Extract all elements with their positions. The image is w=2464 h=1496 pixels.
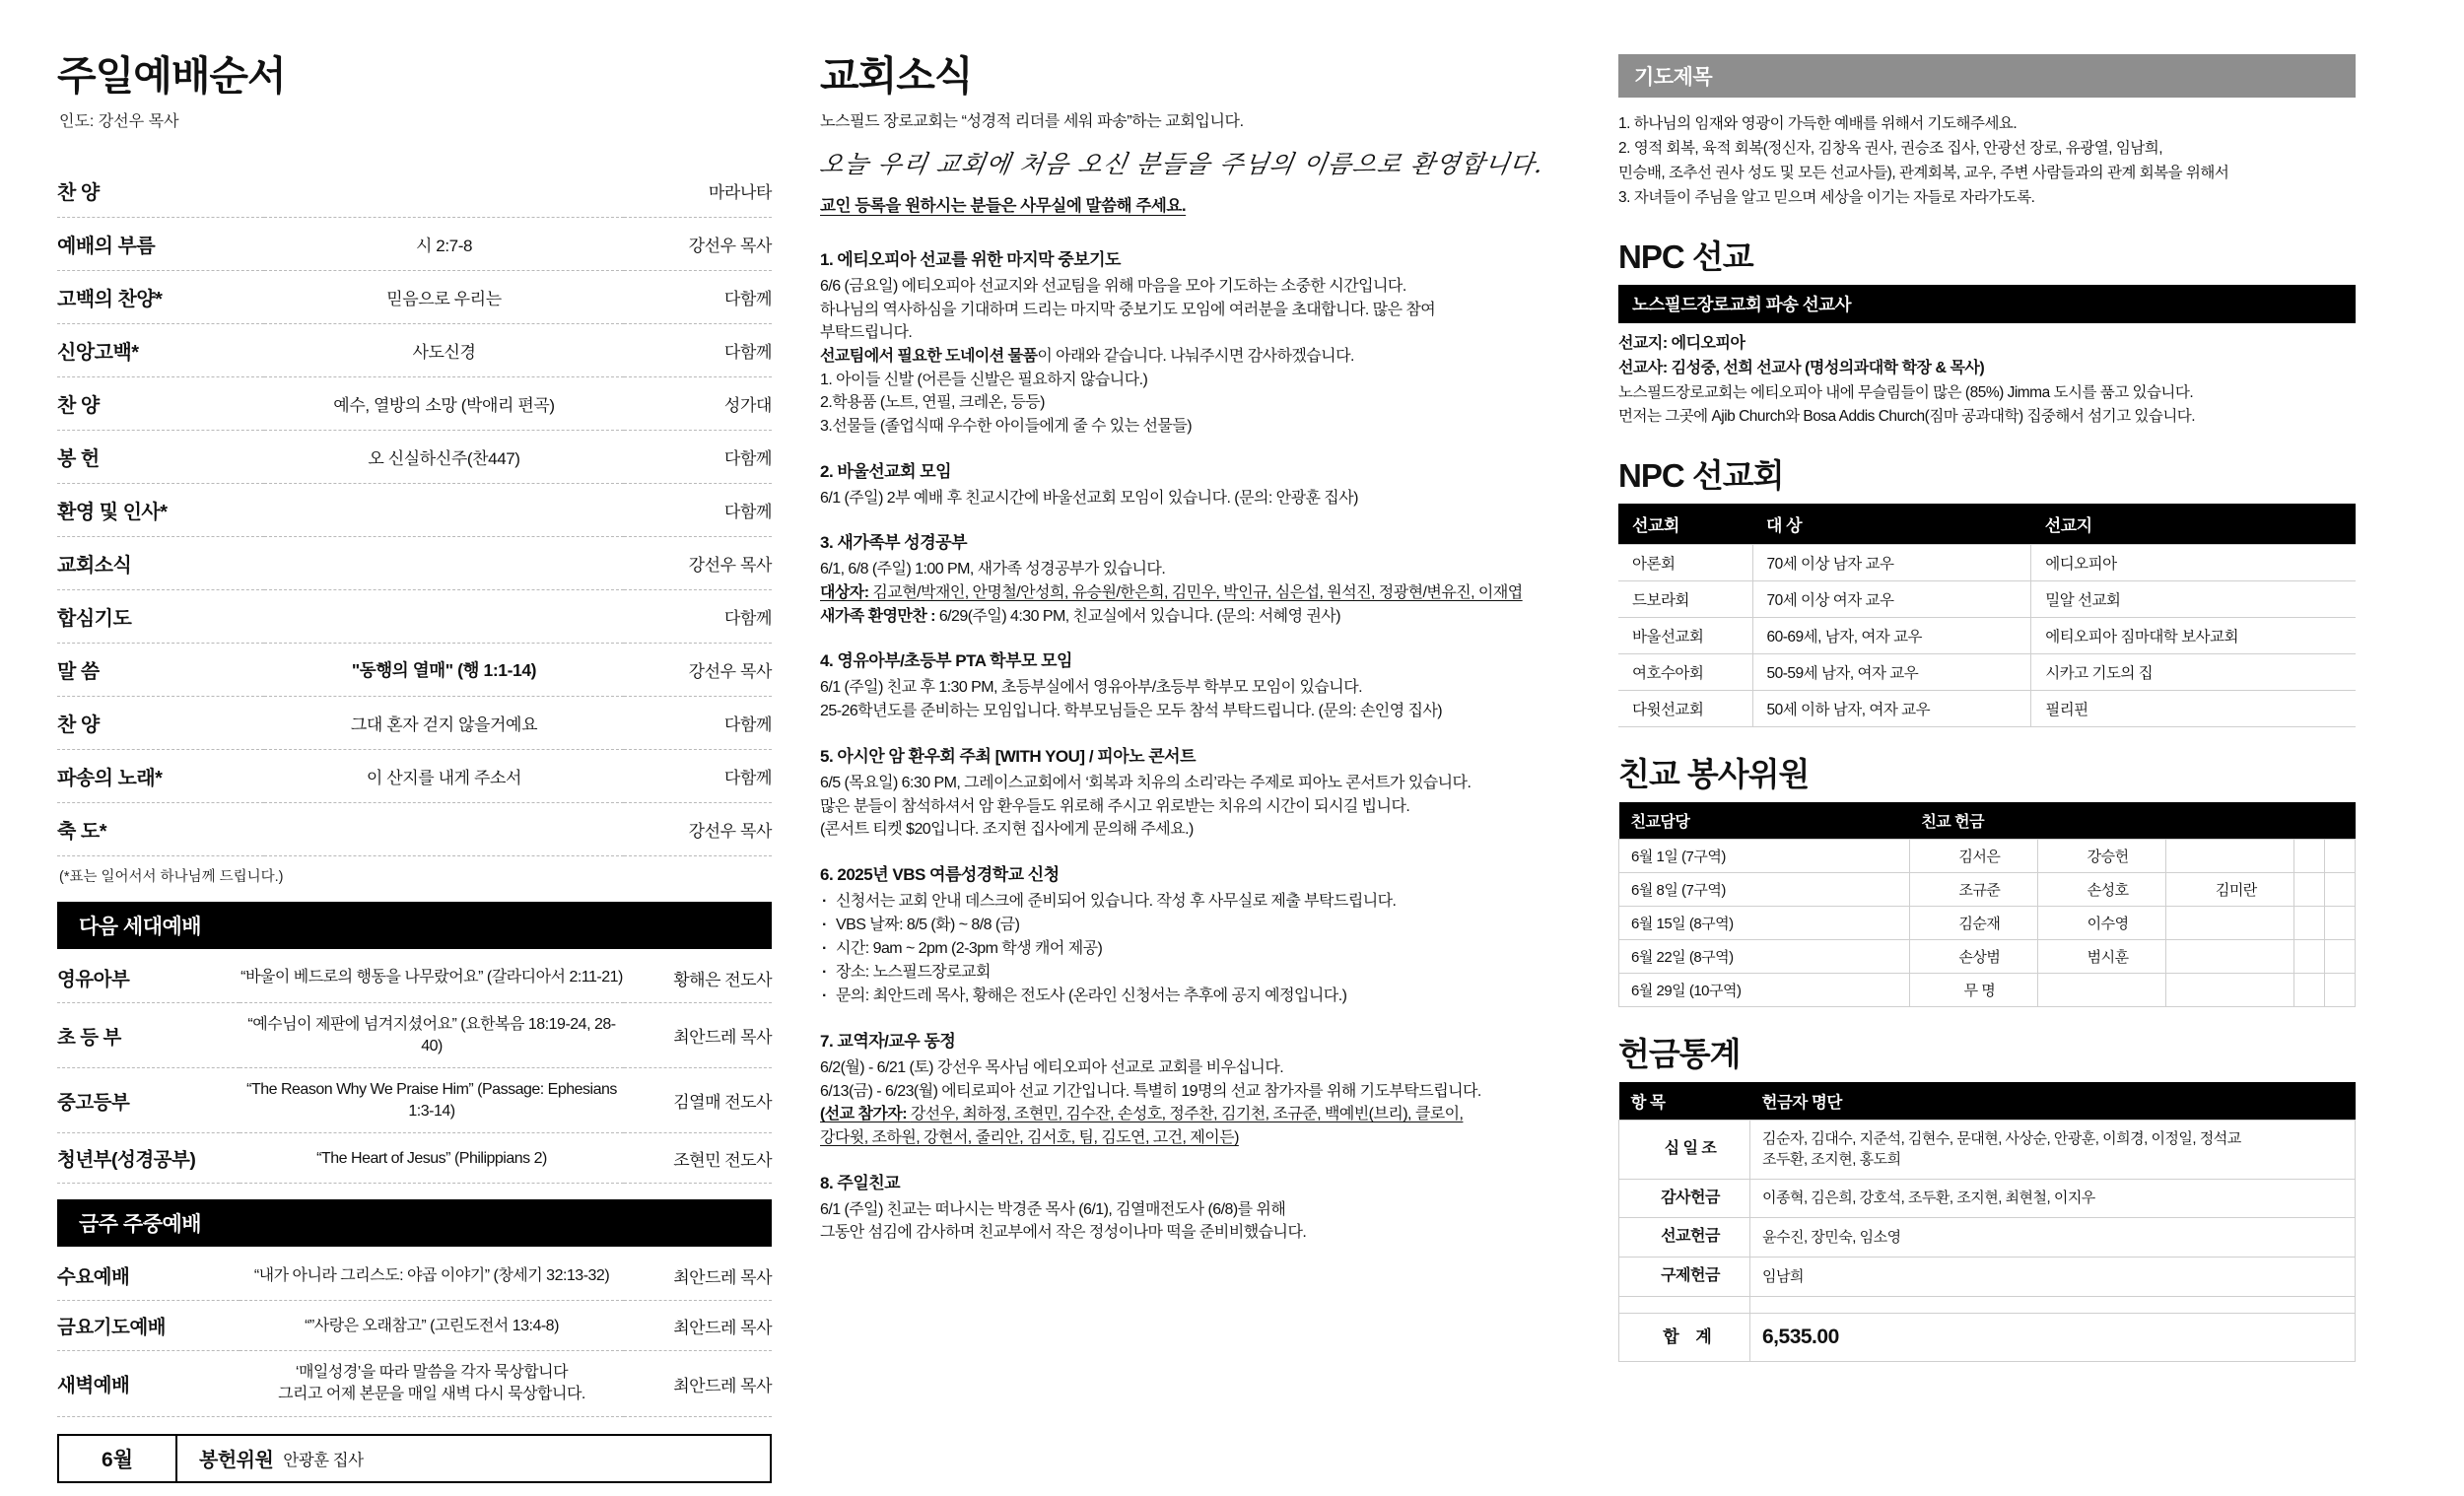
weekday-worship-table	[57, 1251, 772, 1416]
news-item-target: 대상자: 김교현/박재인, 안명철/안성희, 유승원/한은희, 김민우, 박인규, 심은섭, 원석진, 정광현/변유진, 이재엽	[820, 584, 1523, 602]
npc-sent-missionary-bar: 노스필드장로교회 파송 선교사	[1618, 285, 2356, 323]
order-item-detail: 이 산지를 내게 주소서	[366, 769, 522, 788]
news-intro: 노스필드 장로교회는 “성경적 리더를 세워 파송”하는 교회입니다.	[820, 113, 1244, 131]
prayer-topic-line: 3. 자녀들이 주님을 알고 믿으며 세상을 이기는 자들로 자라가도록.	[1618, 189, 2035, 207]
society-col-header: 선교지	[2031, 504, 2356, 545]
news-item-line: 하나님의 역사하심을 기대하며 드리는 마지막 중보기도 모임에 여러분을 초대합니다. 많은 참여	[820, 301, 1436, 318]
order-item-name: 환영 및 인사*	[57, 502, 168, 524]
news-item-welcome: 새가족 환영만찬 : 6/29(주일) 4:30 PM, 친교실에서 있습니다. (문의: 서혜영 권사)	[820, 607, 1340, 625]
news-item-line: 6/1, 6/8 (주일) 1:00 PM, 새가족 성경공부가 있습니다.	[820, 561, 1166, 578]
next-generation-row	[57, 1133, 772, 1184]
news-item-bullet: · 시간: 9am ~ 2pm (2-3pm 학생 캐어 제공)	[836, 937, 1597, 961]
fellowship-name: 손성호	[2038, 873, 2166, 907]
worship-order-row	[57, 537, 772, 590]
npc-society-title: NPC 선교회	[1618, 457, 1784, 495]
order-item-leader: 다함께	[723, 715, 772, 735]
fellowship-row	[1619, 873, 2356, 907]
prayer-topic-line: 2. 영적 회복, 육적 회복(정신자, 김창옥 권사, 권승조 집사, 안광선 장로, 유광열, 임남희,	[1618, 140, 2163, 158]
donation-category	[1619, 1296, 1750, 1313]
society-cell: 에티오피아 짐마대학 보사교회	[2031, 618, 2356, 654]
order-item-name: 교회소식	[57, 555, 132, 578]
fellowship-table	[1618, 802, 2356, 1007]
fellowship-row	[1619, 940, 2356, 974]
society-cell: 50세 이하 남자, 여자 교우	[1752, 691, 2031, 727]
mission-participants-2: 강다윗, 조하원, 강현서, 줄리안, 김서호, 팀, 김도연, 고건, 제이든)	[820, 1128, 1239, 1146]
service-name: 금요기도예배	[57, 1317, 167, 1339]
fellowship-name	[2325, 840, 2356, 873]
next-generation-row	[57, 1003, 772, 1068]
news-item-bullets	[820, 890, 1597, 1008]
news-item-line: 6/2(월) - 6/21 (토) 강선우 목사님 에티오피아 선교로 교회를 비우십니다.	[820, 1058, 1284, 1076]
society-row	[1618, 581, 2356, 618]
news-item-line: 6/5 (목요일) 6:30 PM, 그레이스교회에서 ‘회복과 치유의 소리’라는 주제로 피아노 콘서트가 있습니다.	[820, 774, 1472, 791]
donation-col-header: 헌금자 명단	[1750, 1082, 2356, 1121]
order-item-detail	[264, 590, 624, 644]
mission-participants-1: (선교 참가자: 강선우, 최하정, 조현민, 김수잔, 손성호, 정주찬, 김기천, 조규준, 백예빈(브리), 클로이,	[820, 1106, 1464, 1123]
fellowship-name: 이수영	[2038, 907, 2166, 940]
order-item-name: 신앙고백*	[57, 342, 139, 365]
news-item-heading: 1. 에티오피아 선교를 위한 마지막 중보기도	[820, 250, 1121, 270]
service-detail: “내가 아니라 그리스도: 야곱 이야기” (창세기 32:13-32)	[253, 1266, 610, 1284]
fellowship-date: 6월 1일 (7구역)	[1619, 840, 1910, 873]
worship-order-row	[57, 644, 772, 697]
fellowship-row	[1619, 907, 2356, 940]
order-item-name: 찬 양	[57, 714, 100, 737]
mission-society-table	[1618, 504, 2356, 727]
mission-field: 선교지: 에디오피아	[1618, 335, 1745, 353]
weekday-worship-row	[57, 1251, 772, 1301]
fellowship-name	[2038, 974, 2166, 1007]
society-cell: 60-69세, 남자, 여자 교우	[1752, 618, 2031, 654]
news-item	[820, 1169, 1597, 1245]
fellowship-name	[2166, 840, 2294, 873]
donation-row	[1619, 1218, 2356, 1258]
news-item-target-label: 대상자:	[820, 584, 873, 602]
service-preacher: 최안드레 목사	[673, 1376, 772, 1395]
order-item-name: 예배의 부름	[57, 236, 156, 258]
fellowship-title: 친교 봉사위원	[1618, 756, 1810, 793]
society-cell: 에디오피아	[2031, 545, 2356, 581]
service-name: 수요예배	[57, 1266, 130, 1289]
worship-order-table	[57, 165, 772, 856]
sermon-title: “The Reason Why We Praise Him” (Passage: Ephesians 1:3-14)	[246, 1081, 617, 1120]
donation-total-label: 합 계	[1619, 1313, 1750, 1361]
order-item-detail: 사도신경	[412, 343, 476, 363]
offering-officer-month: 6월	[59, 1436, 177, 1481]
missionary-name: 선교사: 김성중, 선희 선교사 (명성의과대학 학장 & 목사)	[1618, 360, 1985, 377]
society-cell: 아론회	[1618, 545, 1752, 581]
service-preacher: 최안드레 목사	[673, 1318, 772, 1337]
donation-total-row	[1619, 1313, 2356, 1361]
fellowship-name	[2325, 873, 2356, 907]
news-item-heading: 8. 주일친교	[820, 1173, 901, 1192]
news-item-subheading: 선교팀에서 필요한 도네이션 물품이 아래와 같습니다. 나눠주시면 감사하겠습니다.	[820, 348, 1354, 366]
fellowship-name	[2325, 907, 2356, 940]
news-item-sub-bold: 선교팀에서 필요한 도네이션 물품	[820, 348, 1038, 366]
prayer-topic-line: 민승배, 조추선 권사 성도 및 모든 선교사들), 관계회복, 교우, 주변 사람들과의 관계 회복을 위해서	[1618, 165, 2229, 182]
fellowship-col-header: 친교담당	[1619, 802, 1910, 840]
church-news-column	[779, 0, 1597, 1496]
society-cell: 필리핀	[2031, 691, 2356, 727]
society-cell: 시카고 기도의 집	[2031, 654, 2356, 691]
worship-order-row	[57, 431, 772, 484]
worship-order-row	[57, 165, 772, 218]
prayer-topics-header: 기도제목	[1618, 54, 2356, 98]
worship-order-row	[57, 803, 772, 856]
order-item-leader: 다함께	[723, 609, 772, 629]
society-cell: 50-59세 남자, 여자 교우	[1752, 654, 2031, 691]
next-generation-header: 다음 세대예배	[57, 902, 772, 949]
worship-order-row	[57, 590, 772, 644]
news-item-line: 부탁드립니다.	[820, 324, 913, 342]
fellowship-name: 범시훈	[2038, 940, 2166, 974]
order-item-detail: 시 2:7-8	[415, 237, 473, 256]
fellowship-row	[1619, 974, 2356, 1007]
donation-table	[1618, 1082, 2356, 1362]
order-item-leader: 마라나타	[708, 183, 772, 203]
worship-order-row	[57, 697, 772, 750]
offering-officer-box	[57, 1434, 772, 1483]
news-item	[820, 742, 1597, 842]
offering-officer-name: 안광훈 집사	[283, 1451, 364, 1469]
news-item-heading: 4. 영유아부/초등부 PTA 학부모 모임	[820, 651, 1072, 671]
weekday-worship-header: 금주 주중예배	[57, 1199, 772, 1247]
donation-names	[1750, 1296, 2356, 1313]
society-cell: 바울선교회	[1618, 618, 1752, 654]
prayer-mission-column	[1597, 0, 2395, 1496]
news-item	[820, 860, 1597, 1008]
society-cell: 여호수아회	[1618, 654, 1752, 691]
society-row	[1618, 654, 2356, 691]
news-item-line: 그동안 섬김에 감사하며 친교부에서 작은 정성이나마 떡을 준비비했습니다.	[820, 1224, 1307, 1242]
mission-details	[1618, 332, 2356, 429]
dept-name: 초 등 부	[57, 1026, 121, 1049]
society-cell: 드보라회	[1618, 581, 1752, 618]
order-item-leader: 다함께	[723, 343, 772, 363]
dept-name: 영유아부	[57, 969, 130, 991]
fellowship-date: 6월 29일 (10구역)	[1619, 974, 1910, 1007]
news-item-heading: 7. 교역자/교우 동정	[820, 1031, 956, 1051]
donation-row	[1619, 1121, 2356, 1180]
next-generation-table	[57, 953, 772, 1184]
fellowship-name: 손상범	[1909, 940, 2037, 974]
society-cell: 다윗선교회	[1618, 691, 1752, 727]
sermon-title: “바울이 베드로의 행동을 나무랐어요” (갈라디아서 2:11-21)	[240, 969, 623, 986]
donation-names: 임남희	[1750, 1258, 2356, 1297]
order-item-detail	[264, 537, 624, 590]
donation-title: 헌금통계	[1618, 1036, 1741, 1073]
worship-order-row	[57, 271, 772, 324]
society-cell: 밀알 선교회	[2031, 581, 2356, 618]
donation-names: 이종혁, 김은희, 강호석, 조두환, 조지현, 최현철, 이지우	[1750, 1179, 2356, 1218]
order-item-name: 찬 양	[57, 182, 100, 205]
society-col-header: 대 상	[1752, 504, 2031, 545]
page-title: 주일예배순서	[57, 53, 286, 99]
order-item-detail: 믿음으로 우리는	[386, 290, 502, 309]
weekday-worship-row	[57, 1301, 772, 1351]
news-item	[820, 528, 1597, 628]
fellowship-name	[2325, 940, 2356, 974]
society-col-header: 선교회	[1618, 504, 1752, 545]
order-item-leader: 다함께	[723, 449, 772, 469]
order-item-name: 찬 양	[57, 395, 100, 418]
fellowship-name: 강승헌	[2038, 840, 2166, 873]
donation-names: 윤수진, 장민숙, 임소영	[1750, 1218, 2356, 1258]
order-item-leader: 다함께	[723, 769, 772, 788]
order-item-name: 축 도*	[57, 821, 106, 844]
fellowship-row	[1619, 840, 2356, 873]
donation-row	[1619, 1179, 2356, 1218]
mission-participants-label: (선교 참가자:	[820, 1106, 911, 1123]
dept-name: 중고등부	[57, 1091, 130, 1114]
donation-category: 구제헌금	[1619, 1258, 1750, 1297]
news-item-heading: 3. 새가족부 성경공부	[820, 533, 967, 553]
news-item-line: 6/6 (금요일) 에티오피아 선교지와 선교팀을 위해 마음을 모아 기도하는 소중한 시간입니다.	[820, 278, 1406, 296]
news-item-bullet: · 장소: 노스필드장로교회	[836, 961, 1597, 985]
sermon-title: “예수님이 제판에 넘겨지셨어요” (요한복음 18:19-24, 28-40)	[247, 1016, 616, 1054]
fellowship-name	[2166, 974, 2294, 1007]
service-detail: ‘매일성경’을 따라 말씀을 각자 묵상합니다 그리고 어제 본문을 매일 새벽 다시 묵상합니다.	[278, 1364, 585, 1403]
news-item-sub-line: 2.학용품 (노트, 연필, 크레온, 등등)	[820, 394, 1045, 412]
order-item-name: 말 씀	[57, 661, 100, 684]
news-item-line: 많은 분들이 참석하셔서 암 환우들도 위로해 주시고 위로받는 치유의 시간이 되시길 빕니다.	[820, 797, 1410, 815]
fellowship-date: 6월 8일 (7구역)	[1619, 873, 1910, 907]
fellowship-name	[2294, 940, 2325, 974]
next-generation-row	[57, 1068, 772, 1133]
donation-names: 김순자, 김대수, 지준석, 김현수, 문대현, 사상순, 안광훈, 이희경, 이정일, 정석교 조두환, 조지현, 홍도희	[1750, 1121, 2356, 1180]
worship-order-column	[0, 0, 779, 1496]
donation-row	[1619, 1258, 2356, 1297]
worship-order-row	[57, 484, 772, 537]
order-item-detail	[264, 165, 624, 218]
order-item-leader: 다함께	[723, 290, 772, 309]
prayer-topics-body	[1618, 111, 2356, 210]
fellowship-name: 조규준	[1909, 873, 2037, 907]
order-item-leader: 강선우 목사	[688, 556, 772, 576]
fellowship-name	[2166, 907, 2294, 940]
dept-preacher: 김열매 전도사	[673, 1093, 772, 1113]
offering-officer-label: 봉헌위원	[199, 1450, 274, 1472]
society-row	[1618, 691, 2356, 727]
next-generation-row	[57, 953, 772, 1003]
news-item-line: 25-26학년도를 준비하는 모임입니다. 학부모님들은 모두 참석 부탁드립니다. (문의: 손인영 집사)	[820, 703, 1443, 720]
news-item	[820, 1027, 1597, 1150]
society-cell: 70세 이상 여자 교우	[1752, 581, 2031, 618]
weekday-worship-row	[57, 1351, 772, 1416]
donation-category: 선교헌금	[1619, 1218, 1750, 1258]
news-item-list	[820, 245, 1597, 1245]
news-item-line: (콘서트 티켓 $20입니다. 조지현 집사에게 문의해 주세요.)	[820, 821, 1194, 839]
news-item-sub-line: 3.선물들 (졸업식때 우수한 아이들에게 줄 수 있는 선물들)	[820, 418, 1193, 436]
handwritten-welcome: 오늘 우리 교회에 처음 오신 분들을 주님의 이름으로 환영합니다.	[817, 150, 1546, 179]
worship-order-row	[57, 377, 772, 431]
news-item-line: 6/1 (주일) 친교는 떠나시는 박경준 목사 (6/1), 김열매전도사 (6/8)를 위해	[820, 1200, 1286, 1218]
prayer-topic-line: 1. 하나님의 임재와 영광이 가득한 예배를 위해서 기도해주세요.	[1618, 115, 2018, 132]
fellowship-date: 6월 15일 (8구역)	[1619, 907, 1910, 940]
fellowship-name	[2166, 940, 2294, 974]
order-item-leader: 강선우 목사	[688, 822, 772, 842]
mission-body-line: 먼저는 그곳에 Ajib Church와 Bosa Addis Church(짐마 공과대학) 집중해서 섬기고 있습니다.	[1618, 408, 2196, 426]
npc-mission-title: NPC 선교	[1618, 238, 1753, 276]
order-item-name: 파송의 노래*	[57, 768, 163, 790]
order-item-detail	[264, 803, 624, 856]
donation-category: 감사헌금	[1619, 1179, 1750, 1218]
dept-name: 청년부(성경공부)	[57, 1149, 196, 1172]
membership-registration-note: 교인 등록을 원하시는 분들은 사무실에 말씀해 주세요.	[820, 197, 1187, 216]
news-item-sub-line: 1. 아이들 신발 (어른들 신발은 필요하지 않습니다.)	[820, 371, 1148, 388]
service-name: 새벽예배	[57, 1375, 130, 1397]
worship-footnote: (*표는 일어서서 하나님께 드립니다.)	[59, 869, 284, 886]
news-item	[820, 457, 1597, 510]
news-item	[820, 245, 1597, 439]
dept-preacher: 황해은 전도사	[673, 970, 772, 989]
news-item-bullet: · 신청서는 교회 안내 데스크에 준비되어 있습니다. 작성 후 사무실로 제출 부탁드립니다.	[836, 890, 1597, 914]
news-item-heading: 5. 아시안 암 환우회 주최 [WITH YOU] / 피아노 콘서트	[820, 746, 1197, 766]
news-item-heading: 2. 바울선교회 모임	[820, 461, 952, 481]
news-item-bullet: · 문의: 최안드레 목사, 황해은 전도사 (온라인 신청서는 추후에 공지 예정입니다.)	[836, 985, 1597, 1008]
fellowship-name: 김서은	[1909, 840, 2037, 873]
fellowship-name: 무 명	[1909, 974, 2037, 1007]
dept-preacher: 최안드레 목사	[673, 1028, 772, 1048]
order-item-leader: 강선우 목사	[688, 662, 772, 682]
order-item-detail	[264, 484, 624, 537]
worship-leader: 인도: 강선우 목사	[59, 113, 179, 131]
worship-order-row	[57, 324, 772, 377]
fellowship-col-header: 친교 헌금	[1909, 802, 2355, 840]
fellowship-name: 김미란	[2166, 873, 2294, 907]
news-title: 교회소식	[820, 53, 973, 99]
order-item-detail: "동행의 열매" (행 1:1-14)	[351, 660, 537, 681]
sermon-title: “The Heart of Jesus” (Philippians 2)	[316, 1149, 547, 1167]
worship-order-row	[57, 218, 772, 271]
donation-row	[1619, 1296, 2356, 1313]
fellowship-name	[2294, 840, 2325, 873]
news-item-heading: 6. 2025년 VBS 여름성경학교 신청	[820, 864, 1060, 884]
news-item-line: 6/1 (주일) 친교 후 1:30 PM, 초등부실에서 영유아부/초등부 학부모 모임이 있습니다.	[820, 679, 1362, 697]
news-item-welcome-label: 새가족 환영만찬 :	[820, 607, 939, 625]
mission-body-line: 노스필드장로교회는 에티오피아 내에 무슬림들이 많은 (85%) Jimma 도시를 품고 있습니다.	[1618, 384, 2194, 402]
donation-category: 십 일 조	[1619, 1121, 1750, 1180]
donation-col-header: 항 목	[1619, 1082, 1750, 1121]
fellowship-name: 김순재	[1909, 907, 2037, 940]
fellowship-name	[2294, 873, 2325, 907]
dept-preacher: 조현민 전도사	[673, 1150, 772, 1170]
fellowship-date: 6월 22일 (8구역)	[1619, 940, 1910, 974]
society-cell: 70세 이상 남자 교우	[1752, 545, 2031, 581]
order-item-name: 고백의 찬양*	[57, 289, 163, 311]
news-item	[820, 646, 1597, 722]
fellowship-name	[2294, 907, 2325, 940]
worship-order-row	[57, 750, 772, 803]
service-preacher: 최안드레 목사	[673, 1267, 772, 1287]
order-item-leader: 성가대	[723, 396, 772, 416]
order-item-detail: 예수, 열방의 소망 (박애리 편곡)	[333, 396, 555, 416]
society-row	[1618, 545, 2356, 581]
order-item-detail: 그대 혼자 걷지 않을거예요	[350, 715, 538, 735]
order-item-detail: 오 신실하신주(찬447)	[368, 449, 520, 469]
fellowship-name	[2325, 974, 2356, 1007]
fellowship-name	[2294, 974, 2325, 1007]
service-detail: “”사랑은 오래참고” (고린도전서 13:4-8)	[305, 1317, 559, 1334]
news-item-line: 6/13(금) - 6/23(월) 에티로피아 선교 기간입니다. 특별히 19명의 선교 참가자를 위해 기도부탁드립니다.	[820, 1082, 1481, 1100]
donation-total-value: 6,535.00	[1750, 1313, 2356, 1361]
order-item-name: 합심기도	[57, 608, 132, 631]
news-item-bullet: · VBS 날짜: 8/5 (화) ~ 8/8 (금)	[836, 914, 1597, 937]
society-row	[1618, 618, 2356, 654]
order-item-leader: 다함께	[723, 503, 772, 522]
order-item-name: 봉 헌	[57, 448, 100, 471]
news-item-line: 6/1 (주일) 2부 예배 후 친교시간에 바울선교회 모임이 있습니다. (문의: 안광훈 집사)	[820, 489, 1358, 507]
order-item-leader: 강선우 목사	[688, 237, 772, 256]
